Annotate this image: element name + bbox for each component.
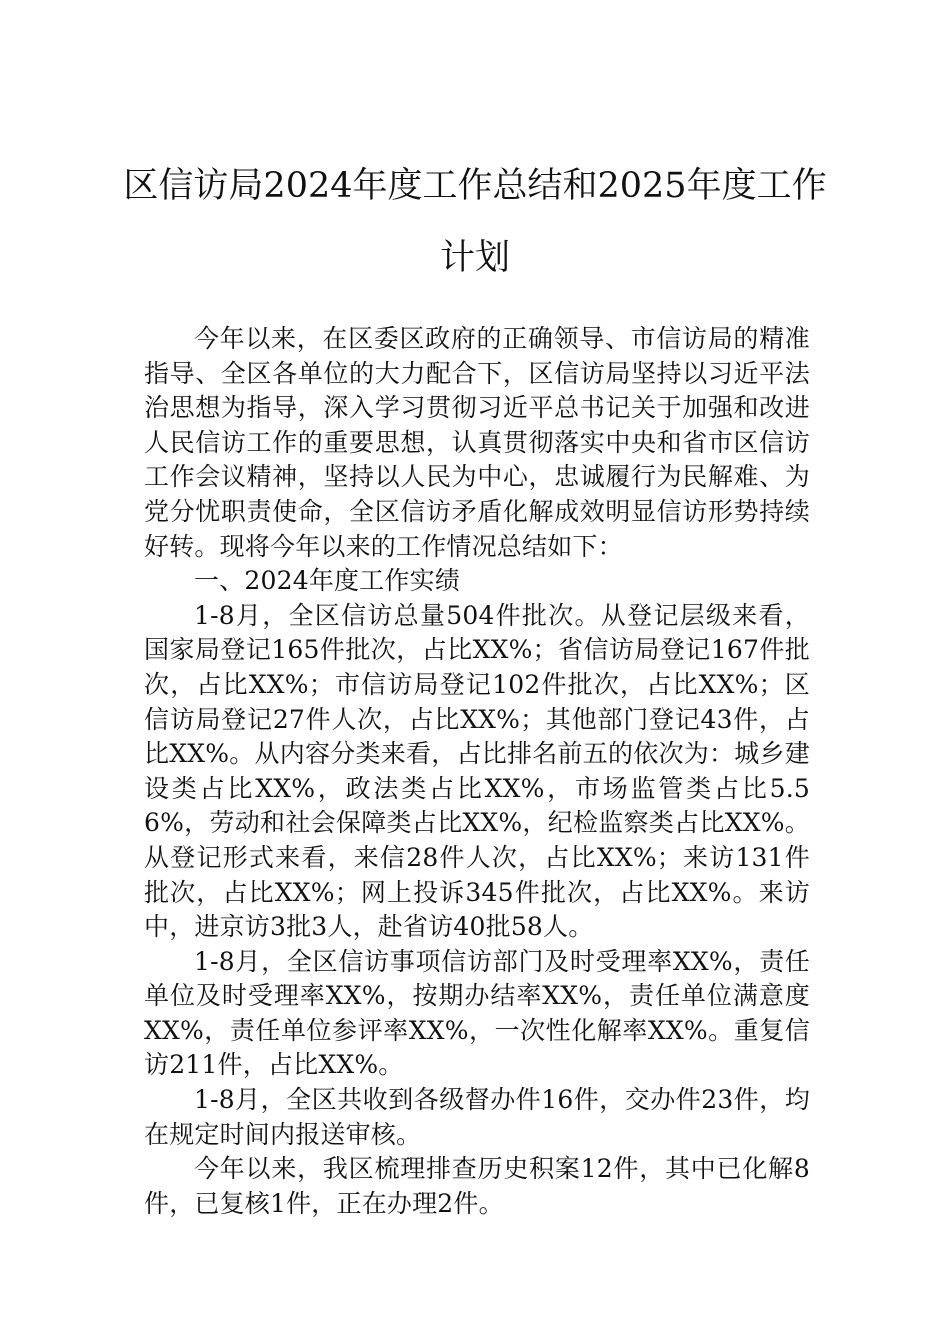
document-body (144, 322, 810, 1221)
paragraph-intro: 今年以来，在区委区政府的正确领导、市信访局的精准指导、全区各单位的大力配合下，区信访局坚持以习近平法治思想为指导，深入学习贯彻习近平总书记关于加强和改进人民信访工作的重要思想，认真贯彻落实中央和省市区信访工作会议精神，坚持以人民为中心，忠诚履行为民解难、为党分忧职责使命，全区信访矛盾化解成效明显信访形势持续好转。现将今年以来的工作情况总结如下： (144, 324, 810, 561)
section-heading: 一、2024年度工作实绩 (194, 566, 461, 596)
paragraph-backlog: 今年以来，我区梳理排查历史积案12件，其中已化解8件，已复核1件，正在办理2件。 (144, 1154, 810, 1218)
paragraph-rates: 1-8月，全区信访事项信访部门及时受理率XX%，责任单位及时受理率XX%，按期办结率XX%，责任单位满意度XX%，责任单位参评率XX%，一次性化解率XX%。重复信访211件，占比XX%。 (144, 946, 810, 1080)
document-title: 区信访局2024年度工作总结和2025年度工作计划 (123, 166, 827, 278)
paragraph-supervision: 1-8月，全区共收到各级督办件16件，交办件23件，均在规定时间内报送审核。 (144, 1085, 810, 1149)
paragraph-statistics: 1-8月，全区信访总量504件批次。从登记层级来看，国家局登记165件批次，占比XX%；省信访局登记167件批次，占比XX%；市信访局登记102件批次，占比XX%；区信访局登记27件人次，占比XX%；其他部门登记43件，占比XX%。从内容分类来看，占比排名前五的依次为：城乡建设类占比XX%，政法类占比XX%，市场监管类占比5.56%，劳动和社会保障类占比XX%，纪检监察类占比XX%。从登记形式来看，来信28件人次，占比XX%；来访131件批次，占比XX%；网上投诉345件批次，占比XX%。来访中，进京访3批3人，赴省访40批58人。 (144, 600, 810, 942)
